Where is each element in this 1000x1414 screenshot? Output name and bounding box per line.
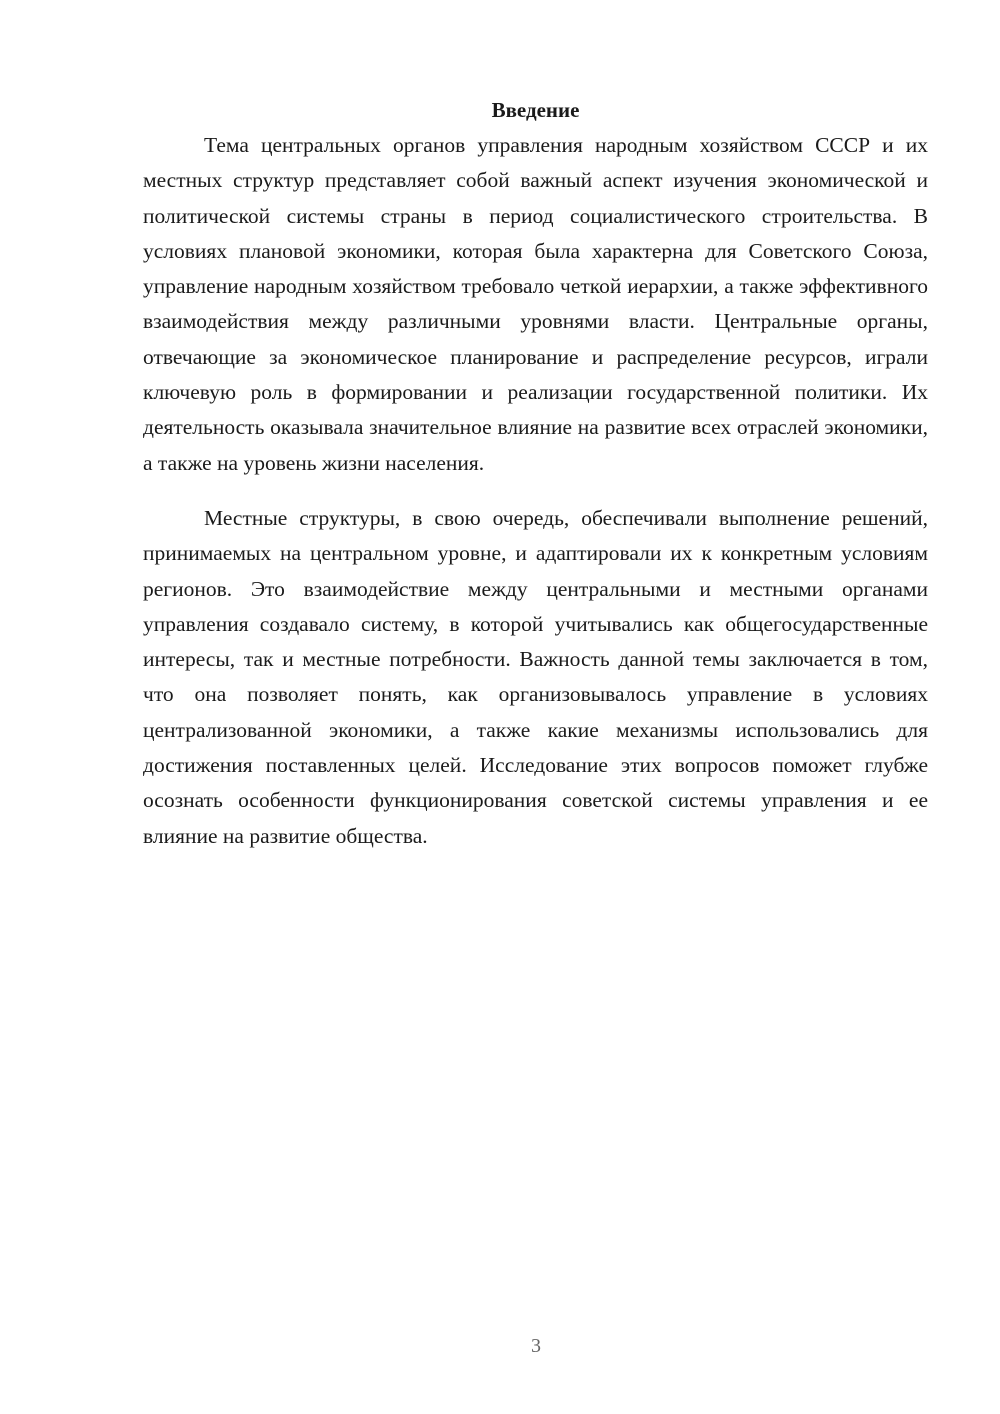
body-paragraph-2: Местные структуры, в свою очередь, обеспечивали выполнение решений, принимаемых на центральном уровне, и адаптировали их к конкретным условиям регионов. Это взаимодействие между центральными и местными органами управления создавало систему, в которой учитывались как общегосударственные интересы, так и местные потребности. Важность данной темы заключается в том, что она позволяет понять, как организовывалось управление в условиях централизованной экономики, а также какие механизмы использовались для достижения поставленных целей. Исследование этих вопросов поможет глубже осознать особенности функционирования советской системы управления и ее влияние на развитие общества. [143,505,928,848]
section-heading: Введение [491,98,580,122]
page-number: 3 [531,1335,541,1357]
body-paragraph-1: Тема центральных органов управления народным хозяйством СССР и их местных структур представляет собой важный аспект изучения экономической и политической системы страны в период социалистического строительства. В условиях плановой экономики, которая была характерна для Советского Союза, управление народным хозяйством требовало четкой иерархии, а также эффективного взаимодействия между различными уровнями власти. Центральные органы, отвечающие за экономическое планирование и распределение ресурсов, играли ключевую роль в формировании и реализации государственной политики. Их деятельность оказывала значительное влияние на развитие всех отраслей экономики, а также на уровень жизни населения. [143,133,928,475]
page-content [143,92,928,854]
